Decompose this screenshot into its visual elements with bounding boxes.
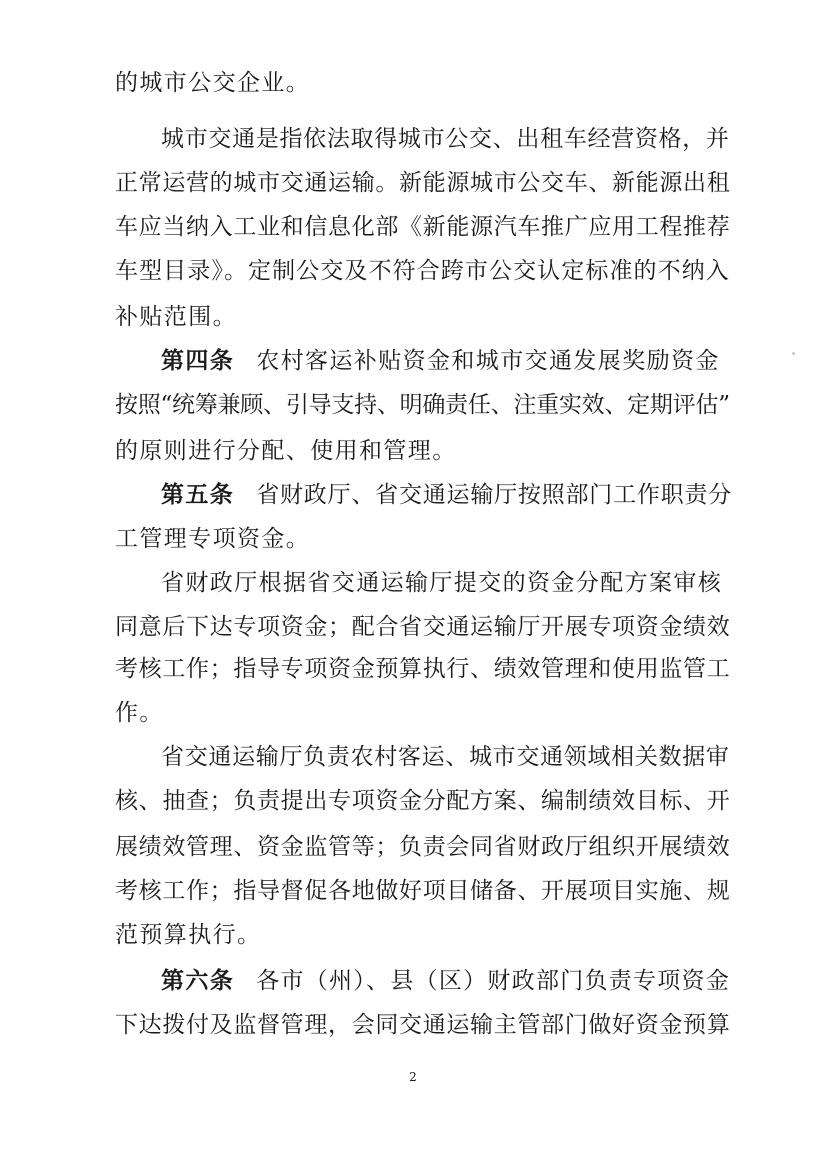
line-text: 补贴范围。 <box>115 304 237 330</box>
line-text: 同意后下达专项资金；配合省交通运输厅开展专项资金绩效 <box>115 614 731 640</box>
text-line <box>115 780 730 822</box>
line-text: 省交通运输厅负责农村客运、城市交通领域相关数据审 <box>161 744 730 770</box>
text-line <box>161 118 730 160</box>
line-text: 按照“统筹兼顾、引导支持、明确责任、注重实效、定期评估” <box>115 392 730 418</box>
article-heading: 第五条 <box>161 481 235 508</box>
text-line <box>115 914 261 956</box>
text-line <box>161 562 722 604</box>
line-text: 核、抽查；负责提出专项资金分配方案、编制绩效目标、开 <box>115 788 731 814</box>
page-number: 2 <box>409 1070 417 1084</box>
line-text: 各市（州）、县（区）财政部门负责专项资金 <box>256 968 731 994</box>
text-line <box>115 430 457 472</box>
text-line <box>115 1004 730 1046</box>
line-text: 农村客运补贴资金和城市交通发展奖励资金 <box>256 348 720 374</box>
text-line <box>115 250 730 292</box>
text-line <box>115 648 730 690</box>
line-text: 工管理专项资金。 <box>115 526 311 552</box>
text-line <box>115 606 730 648</box>
text-line <box>115 162 730 204</box>
text-line <box>115 296 237 338</box>
text-line <box>161 960 730 1002</box>
line-text: 省财政厅、省交通运输厅按照部门工作职责分 <box>256 482 733 508</box>
text-line <box>115 384 730 426</box>
text-line <box>115 518 310 560</box>
line-text: 作。 <box>115 700 164 726</box>
article-heading: 第四条 <box>161 347 235 374</box>
line-text: 考核工作；指导专项资金预算执行、绩效管理和使用监管工 <box>115 656 731 682</box>
scan-speck <box>792 352 795 355</box>
text-line <box>115 826 730 868</box>
text-line <box>161 340 720 382</box>
line-text: 下达拨付及监督管理，会同交通运输主管部门做好资金预算 <box>115 1012 731 1038</box>
line-text: 车应当纳入工业和信息化部《新能源汽车推广应用工程推荐 <box>115 214 731 240</box>
line-text: 考核工作；指导督促各地做好项目储备、开展项目实施、规 <box>115 878 731 904</box>
line-text: 范预算执行。 <box>115 922 262 948</box>
text-line <box>161 474 732 516</box>
text-line <box>115 870 730 912</box>
text-line <box>161 736 730 778</box>
line-text: 城市交通是指依法取得城市公交、出租车经营资格，并 <box>161 126 730 152</box>
line-text: 正常运营的城市交通运输。新能源城市公交车、新能源出租 <box>115 170 731 196</box>
line-text: 车型目录》。定制公交及不符合跨市公交认定标准的不纳入 <box>115 258 730 284</box>
text-line <box>115 206 730 248</box>
line-text: 展绩效管理、资金监管等；负责会同省财政厅组织开展绩效 <box>115 834 731 860</box>
text-line <box>115 692 164 734</box>
text-line <box>115 62 310 104</box>
line-text: 的原则进行分配、使用和管理。 <box>115 438 457 464</box>
line-text: 的城市公交企业。 <box>115 70 311 96</box>
article-heading: 第六条 <box>161 967 235 994</box>
line-text: 省财政厅根据省交通运输厅提交的资金分配方案审核 <box>161 570 723 596</box>
